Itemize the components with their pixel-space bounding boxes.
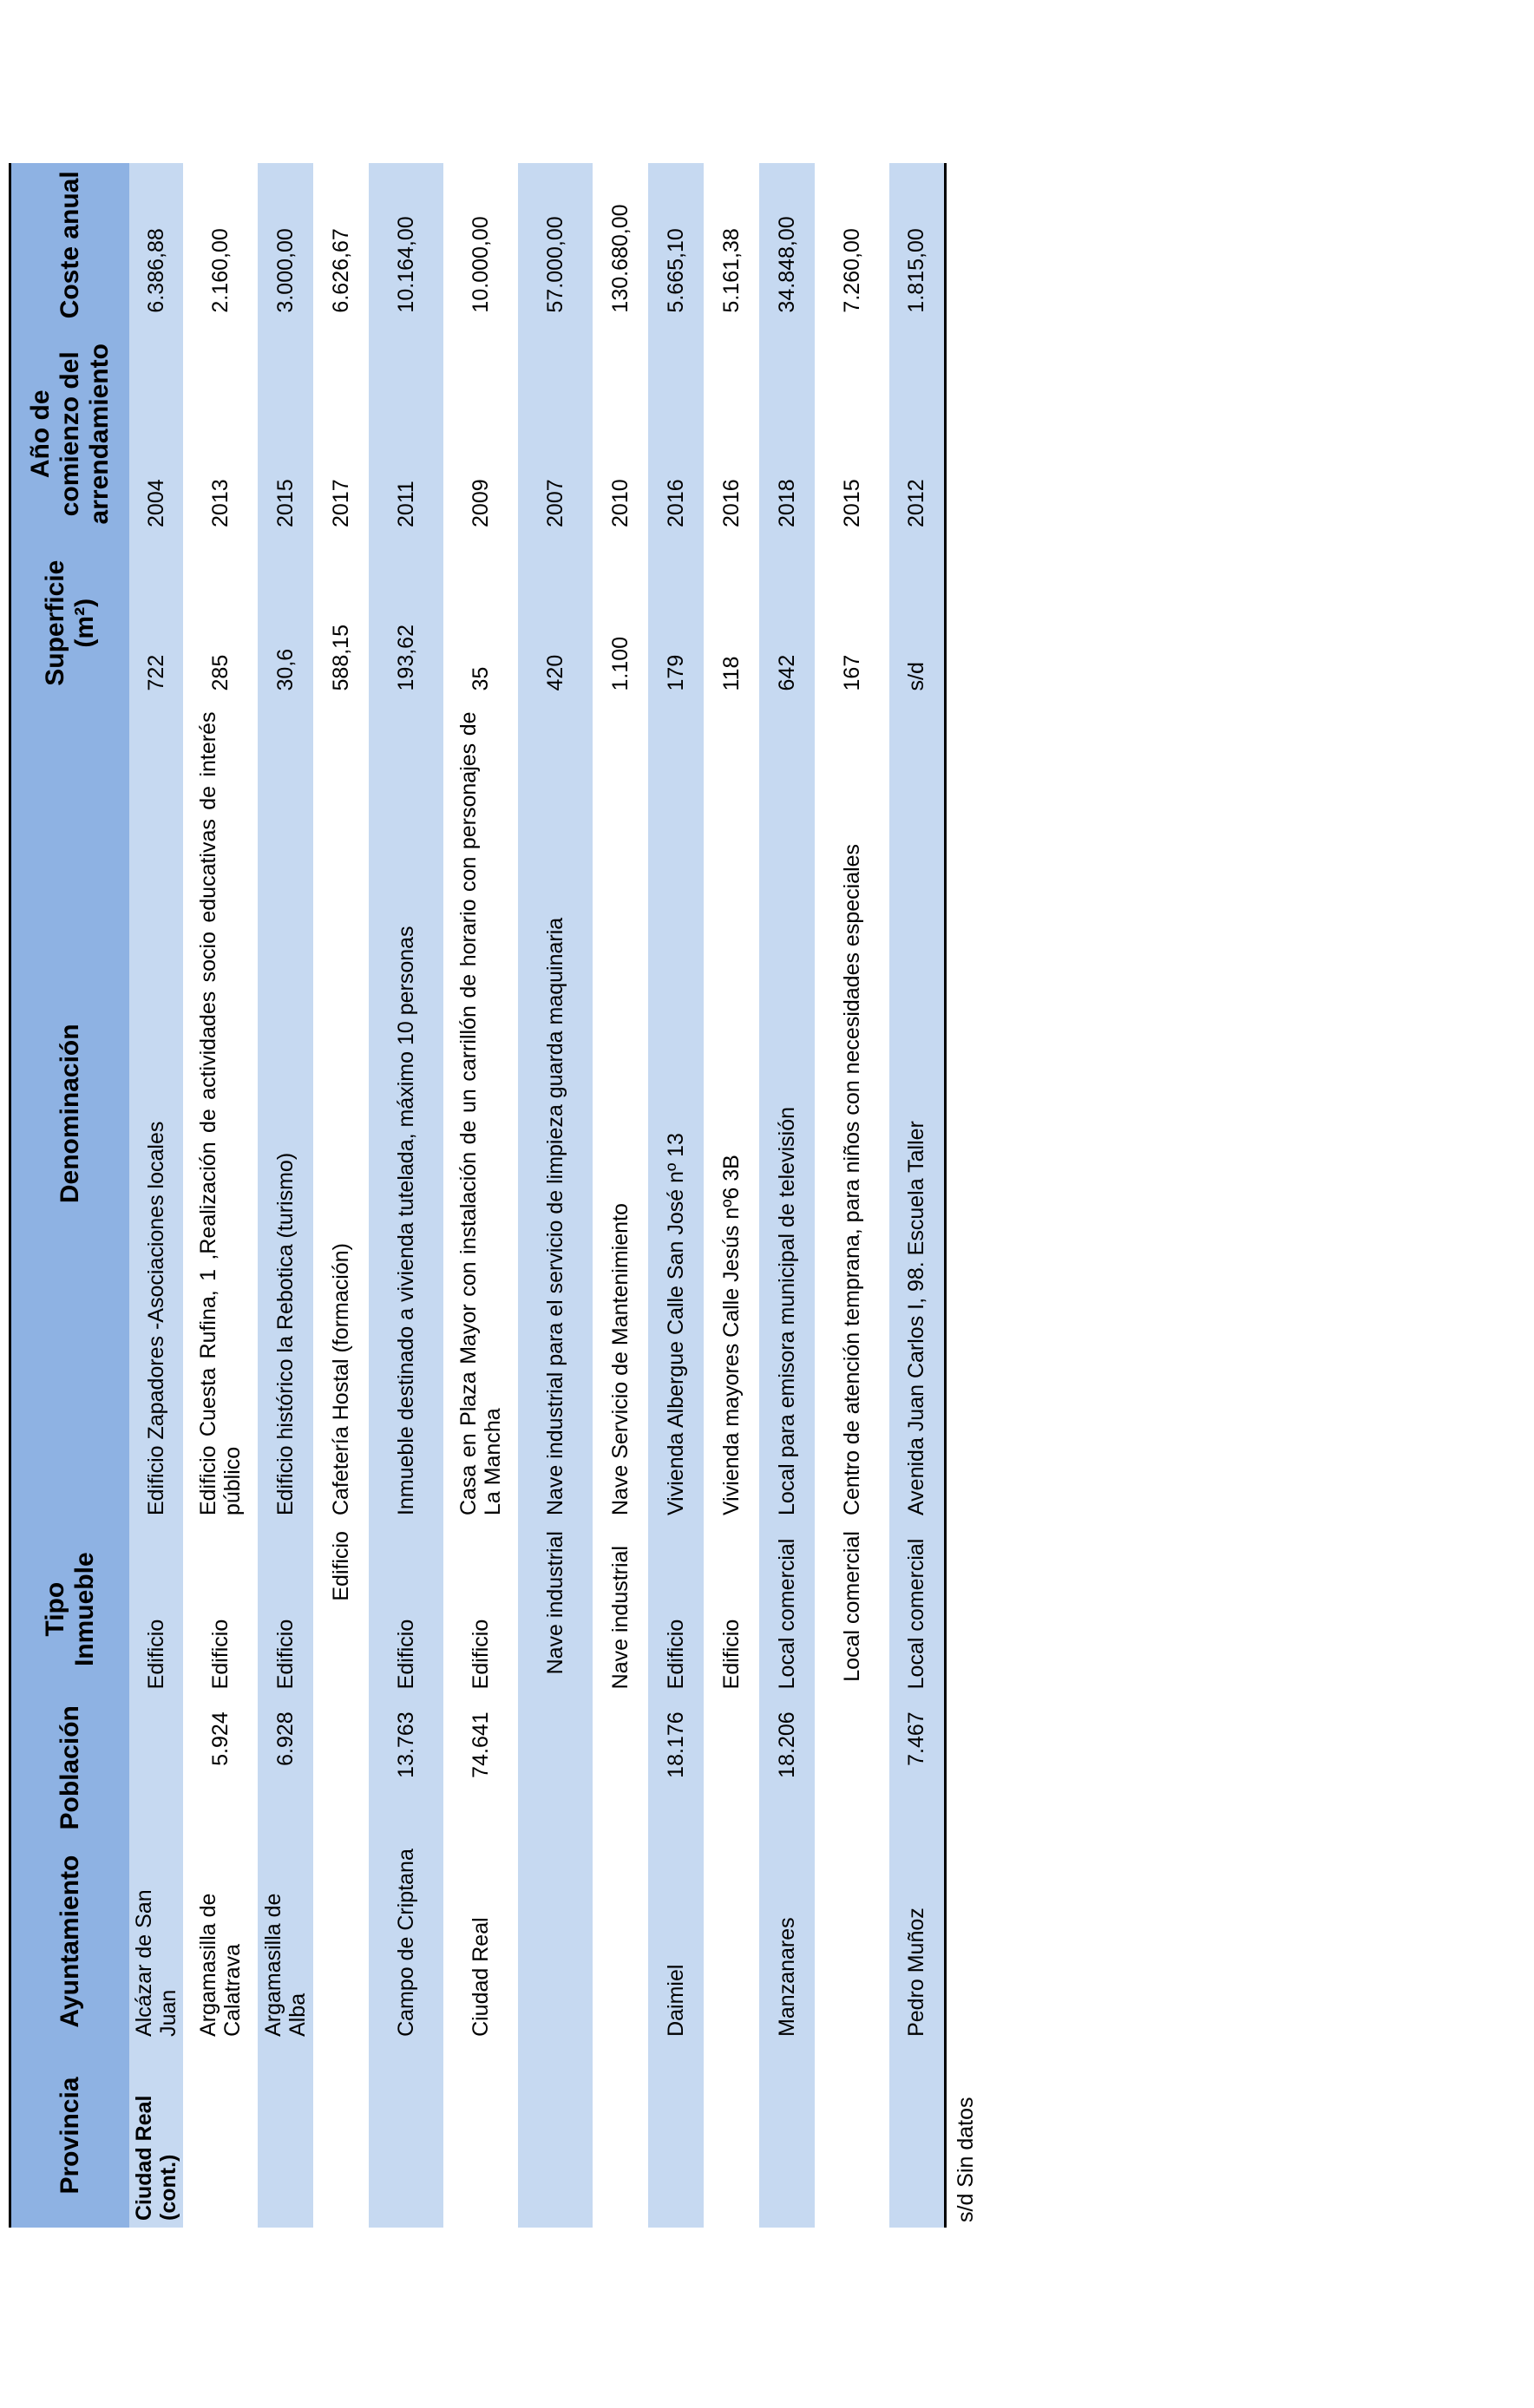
- cell-denominacion: Casa en Plaza Mayor con instalación de un carrillón de horario con personajes de La Mancha: [456, 711, 505, 1516]
- table-row: [258, 163, 313, 2228]
- cell-provincia: [704, 2044, 759, 2228]
- cell-provincia: [369, 2044, 443, 2228]
- cell-provincia: [518, 2044, 593, 2228]
- cell-provincia: [313, 2044, 369, 2228]
- cell-tipo: Nave industrial: [608, 1545, 633, 1690]
- table-row: [369, 163, 443, 2228]
- cell-tipo: Local comercial: [889, 1522, 945, 1696]
- cell-tipo: Edificio: [258, 1522, 313, 1696]
- cell-ayuntamiento: Argamasilla de Calatrava: [196, 1893, 245, 2037]
- cell-superficie: 285: [208, 654, 233, 691]
- table-row: [889, 163, 945, 2228]
- cell-ayuntamiento: Ciudad Real: [469, 1917, 493, 2037]
- header-ayuntamiento: Ayuntamiento: [10, 1839, 130, 2044]
- cell-poblacion: [593, 1696, 648, 1839]
- cell-superficie: 1.100: [608, 636, 633, 691]
- cell-poblacion: 74.641: [469, 1711, 493, 1778]
- cell-tipo: Nave industrial: [518, 1522, 593, 1696]
- cell-provincia: [183, 2044, 258, 2228]
- header-tipo: Tipo Inmueble: [10, 1522, 130, 1696]
- table-row: [815, 163, 889, 2228]
- cell-tipo: Edificio: [719, 1619, 744, 1690]
- cell-provincia: [443, 2044, 518, 2228]
- table-row: [648, 163, 704, 2228]
- cell-poblacion: [518, 1696, 593, 1839]
- cell-coste: 5.665,10: [648, 163, 704, 327]
- cell-ayuntamiento: Alcázar de San Juan: [129, 1839, 183, 2044]
- cell-denominacion: Centro de atención temprana, para niños con necesidades especiales: [840, 843, 864, 1516]
- leases-table: [9, 163, 947, 2228]
- table-row: [183, 163, 258, 2228]
- cell-ayuntamiento: Manzanares: [759, 1839, 815, 2044]
- cell-superficie: 193,62: [369, 541, 443, 705]
- header-provincia: Provincia: [10, 2044, 130, 2228]
- cell-provincia: [593, 2044, 648, 2228]
- cell-anio: 2012: [889, 327, 945, 541]
- cell-tipo: Edificio: [329, 1531, 353, 1601]
- cell-coste: 5.161,38: [719, 228, 744, 313]
- cell-coste: 10.164,00: [369, 163, 443, 327]
- cell-tipo: Edificio: [469, 1619, 493, 1690]
- cell-denominacion: Edificio Zapadores -Asociaciones locales: [129, 704, 183, 1522]
- rotated-page: [9, 163, 978, 2228]
- cell-ayuntamiento: [593, 1839, 648, 2044]
- cell-denominacion: Cafetería Hostal (formación): [329, 1243, 353, 1516]
- cell-superficie: 642: [759, 541, 815, 705]
- cell-ayuntamiento: [313, 1839, 369, 2044]
- cell-superficie: 588,15: [329, 625, 353, 691]
- cell-denominacion: Inmueble destinado a vivienda tutelada, máximo 10 personas: [369, 704, 443, 1522]
- cell-denominacion: Edificio histórico la Rebotica (turismo): [258, 704, 313, 1522]
- cell-anio: 2015: [258, 327, 313, 541]
- cell-poblacion: 18.176: [648, 1696, 704, 1839]
- table-row: [593, 163, 648, 2228]
- cell-tipo: Edificio: [208, 1619, 233, 1690]
- cell-provincia: [759, 2044, 815, 2228]
- cell-coste: 34.848,00: [759, 163, 815, 327]
- cell-denominacion: Vivienda Albergue Calle San José nº 13: [648, 704, 704, 1522]
- cell-tipo: Edificio: [129, 1522, 183, 1696]
- cell-coste: 130.680,00: [608, 204, 633, 313]
- cell-denominacion: Local para emisora municipal de televisión: [759, 704, 815, 1522]
- table-row: [704, 163, 759, 2228]
- cell-anio: 2010: [608, 479, 633, 527]
- table-row: [443, 163, 518, 2228]
- cell-denominacion: Edificio Cuesta Rufina, 1 ,Realización de actividades socio educativas de interés público: [196, 711, 245, 1516]
- cell-poblacion: [313, 1696, 369, 1839]
- cell-coste: 10.000,00: [469, 216, 493, 313]
- cell-ayuntamiento: Daimiel: [648, 1839, 704, 2044]
- cell-poblacion: [129, 1696, 183, 1839]
- cell-anio: 2016: [719, 479, 744, 527]
- table-row: [759, 163, 815, 2228]
- cell-tipo: Local comercial: [840, 1531, 864, 1682]
- cell-denominacion: Nave industrial para el servicio de limpieza guarda maquinaria: [518, 704, 593, 1522]
- cell-provincia: Ciudad Real (cont.): [129, 2044, 183, 2228]
- cell-tipo: Local comercial: [759, 1522, 815, 1696]
- cell-anio: 2015: [840, 479, 864, 527]
- header-superficie: Superficie (m²): [10, 541, 130, 705]
- cell-ayuntamiento: [704, 1839, 759, 2044]
- cell-coste: 7.260,00: [840, 228, 864, 313]
- cell-coste: 6.626,67: [329, 228, 353, 313]
- cell-superficie: 722: [129, 541, 183, 705]
- header-row: [10, 163, 130, 2228]
- header-anio: Año de comienzo del arrendamiento: [10, 327, 130, 541]
- cell-poblacion: 18.206: [759, 1696, 815, 1839]
- cell-superficie: 420: [518, 541, 593, 705]
- cell-provincia: [258, 2044, 313, 2228]
- cell-anio: 2018: [759, 327, 815, 541]
- header-denominacion: Denominación: [10, 704, 130, 1522]
- table-row: [129, 163, 183, 2228]
- cell-poblacion: [815, 1696, 889, 1839]
- cell-provincia: [889, 2044, 945, 2228]
- cell-poblacion: [704, 1696, 759, 1839]
- cell-provincia: [815, 2044, 889, 2228]
- cell-denominacion: Vivienda mayores Calle Jesús nº6 3B: [719, 1155, 744, 1516]
- cell-coste: 3.000,00: [258, 163, 313, 327]
- cell-ayuntamiento: Argamasilla de Alba: [258, 1839, 313, 2044]
- table-row: [518, 163, 593, 2228]
- cell-ayuntamiento: Pedro Muñoz: [889, 1839, 945, 2044]
- cell-poblacion: 6.928: [258, 1696, 313, 1839]
- cell-anio: 2016: [648, 327, 704, 541]
- cell-superficie: 30,6: [258, 541, 313, 705]
- cell-coste: 2.160,00: [208, 228, 233, 313]
- cell-coste: 57.000,00: [518, 163, 593, 327]
- cell-superficie: 118: [719, 656, 744, 691]
- cell-denominacion: Nave Servicio de Mantenimiento: [608, 1203, 633, 1516]
- cell-anio: 2007: [518, 327, 593, 541]
- footnote: s/d Sin datos: [954, 2097, 978, 2222]
- cell-denominacion: Avenida Juan Carlos I, 98. Escuela Taller: [889, 704, 945, 1522]
- cell-provincia: [648, 2044, 704, 2228]
- cell-poblacion: 5.924: [208, 1711, 233, 1766]
- cell-superficie: 179: [648, 541, 704, 705]
- cell-superficie: s/d: [889, 541, 945, 705]
- cell-superficie: 167: [840, 654, 864, 691]
- cell-poblacion: 7.467: [889, 1696, 945, 1839]
- header-poblacion: Población: [10, 1696, 130, 1839]
- cell-anio: 2004: [129, 327, 183, 541]
- table-row: [313, 163, 369, 2228]
- cell-coste: 6.386,88: [129, 163, 183, 327]
- cell-anio: 2011: [369, 327, 443, 541]
- header-coste: Coste anual: [10, 163, 130, 327]
- cell-superficie: 35: [469, 666, 493, 691]
- cell-ayuntamiento: [518, 1839, 593, 2044]
- cell-tipo: Edificio: [369, 1522, 443, 1696]
- cell-ayuntamiento: [815, 1839, 889, 2044]
- cell-anio: 2009: [469, 479, 493, 527]
- cell-coste: 1.815,00: [889, 163, 945, 327]
- cell-ayuntamiento: Campo de Criptana: [369, 1839, 443, 2044]
- cell-tipo: Edificio: [648, 1522, 704, 1696]
- cell-poblacion: 13.763: [369, 1696, 443, 1839]
- cell-anio: 2013: [208, 479, 233, 527]
- cell-anio: 2017: [329, 479, 353, 527]
